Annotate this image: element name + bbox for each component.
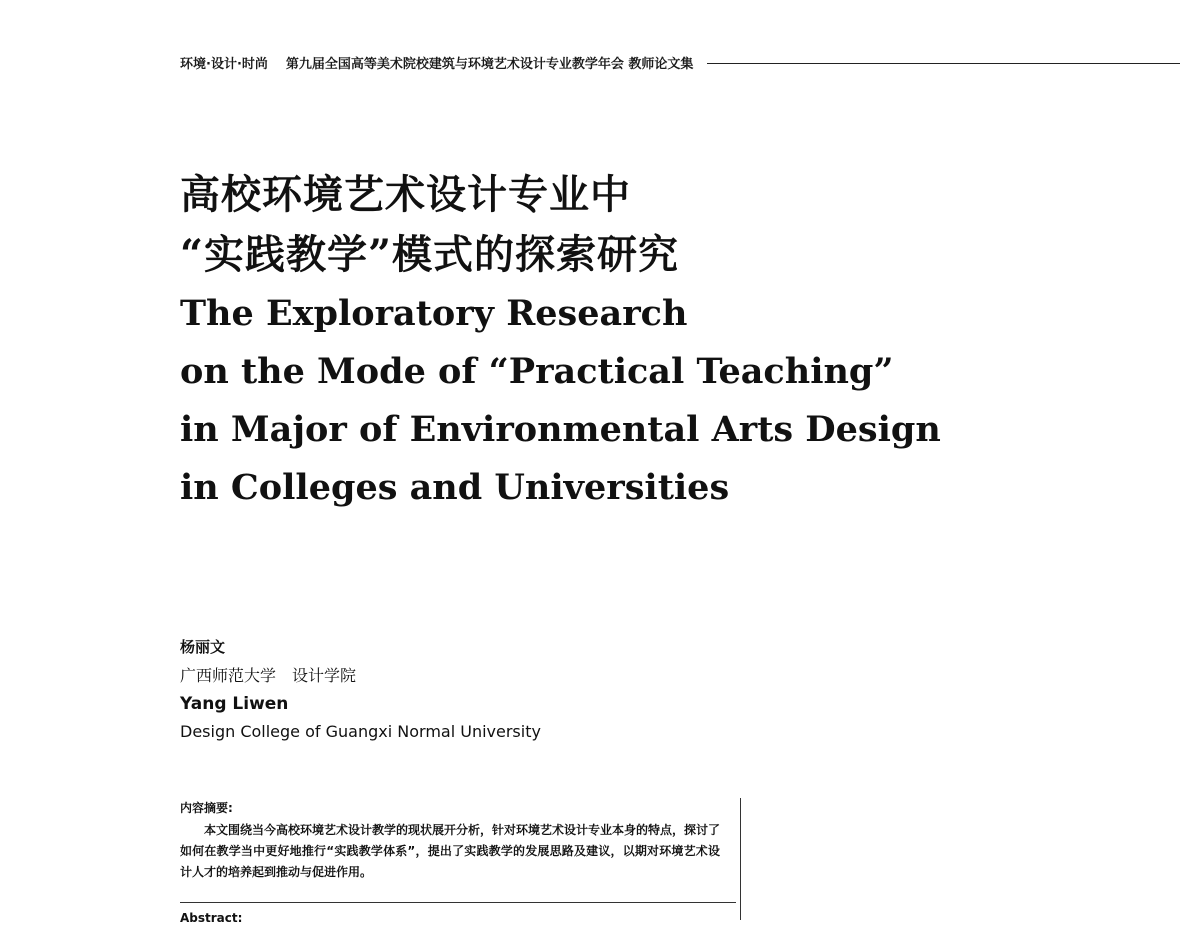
title-en-line-4: in Colleges and Universities [180,467,730,508]
header-series: 环境·设计·时尚 [180,56,268,72]
header-rule [707,63,1180,64]
title-cn-line-1: 高校环境艺术设计专业中 [180,171,631,218]
author-name-en: Yang Liwen [180,694,289,714]
title-block [180,165,1180,517]
header-collection-title: 第九届全国高等美术院校建筑与环境艺术设计专业教学年会 教师论文集 [285,56,694,72]
author-affiliation-en: Design College of Guangxi Normal University [180,722,541,741]
author-affiliation-cn: 广西师范大学 设计学院 [180,666,357,685]
title-en-line-1: The Exploratory Research [180,293,688,334]
author-block [180,636,780,744]
title-cn-line-2: “实践教学”模式的探索研究 [180,231,680,278]
abstract-heading-en: Abstract: [180,911,243,925]
author-name-cn: 杨丽文 [180,638,226,656]
title-en-line-2: on the Mode of “Practical Teaching” [180,351,894,392]
abstract-heading-cn: 内容摘要: [180,801,233,815]
abstract-body-cn: 本文围绕当今高校环境艺术设计教学的现状展开分析，针对环境艺术设计专业本身的特点，探讨了如何在教学当中更好地推行“实践教学体系”，提出了实践教学的发展思路及建议，以期对环境艺术设计人才的培养起到推动与促进作用。 [180,823,721,879]
abstract-box [180,798,741,925]
running-header [180,52,1180,72]
abstract-divider [180,902,736,903]
title-en-line-3: in Major of Environmental Arts Design [180,409,941,450]
